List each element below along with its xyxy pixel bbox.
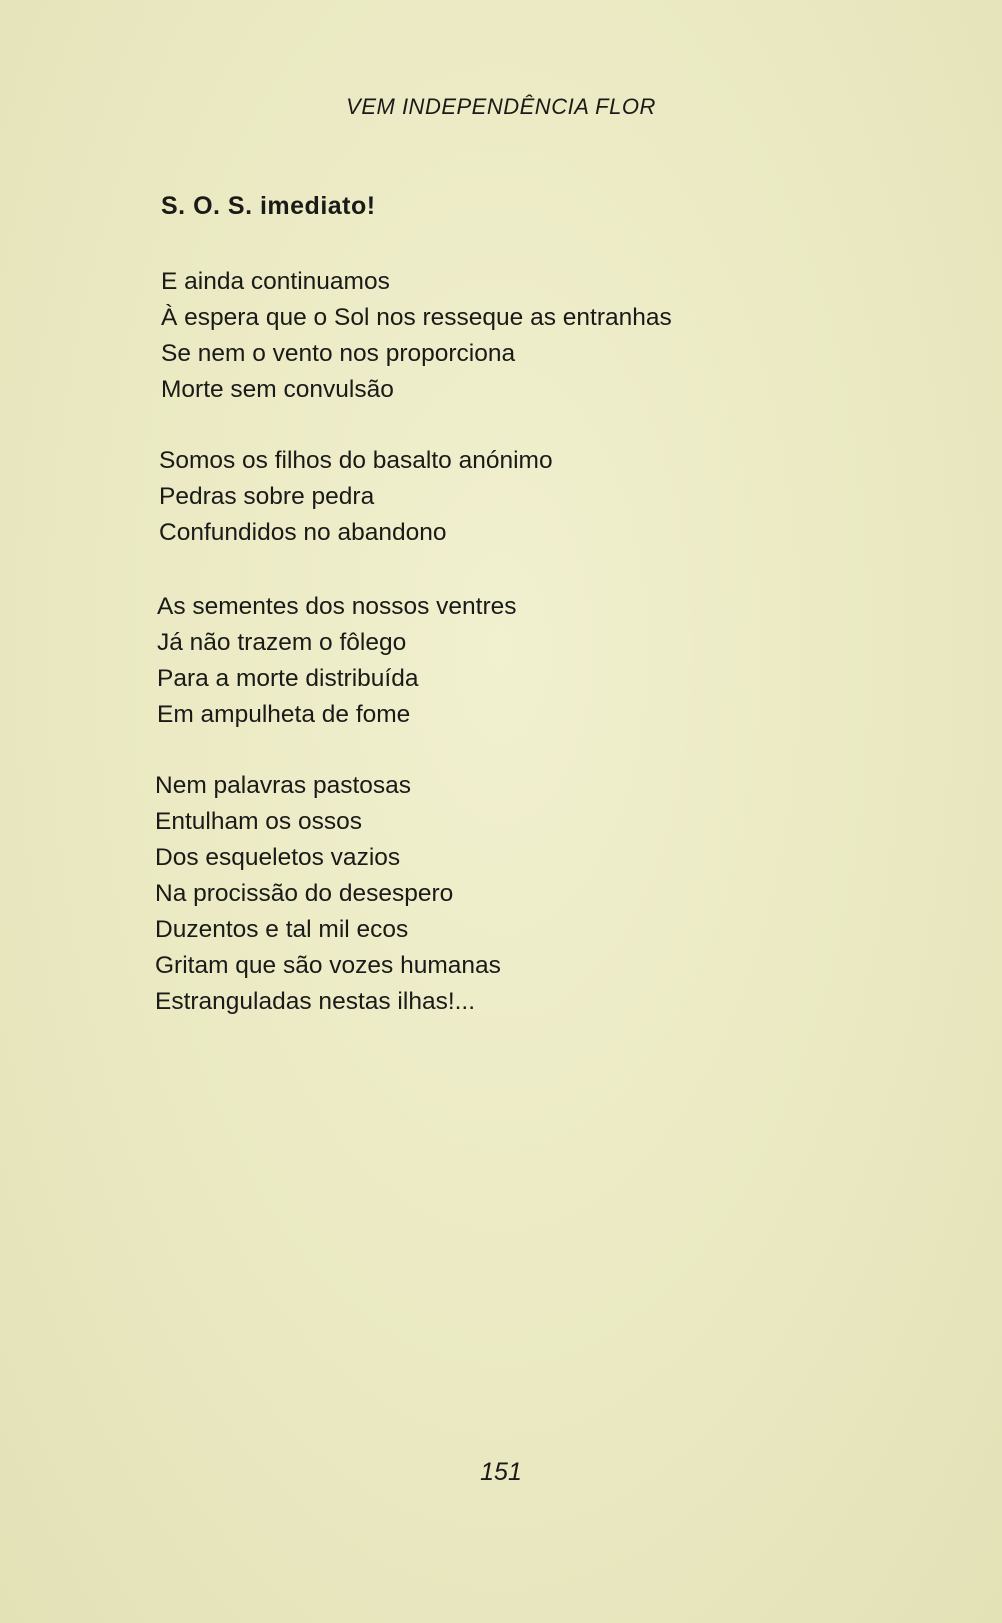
- poem-line: Estranguladas nestas ilhas!...: [155, 988, 476, 1015]
- poem-line: E ainda continuamos: [161, 268, 390, 295]
- poem-line: Pedras sobre pedra: [159, 483, 375, 510]
- poem-line: À espera que o Sol nos resseque as entranhas: [161, 304, 672, 331]
- poem-stanza: [157, 589, 517, 733]
- poem-line: Somos os filhos do basalto anónimo: [159, 447, 553, 474]
- poem-line: Se nem o vento nos proporciona: [161, 340, 516, 367]
- poem-line: Já não trazem o fôlego: [157, 629, 407, 656]
- poem-stanza: [159, 443, 553, 551]
- page-number: 151: [480, 1458, 522, 1486]
- poem-line: Gritam que são vozes humanas: [155, 952, 501, 979]
- poem-line: Em ampulheta de fome: [157, 701, 411, 728]
- poem-stanza: [161, 264, 672, 408]
- poem-line: Duzentos e tal mil ecos: [155, 916, 409, 943]
- poem-line: Entulham os ossos: [155, 808, 362, 835]
- poem-stanza: [155, 768, 501, 1020]
- poem-line: Confundidos no abandono: [159, 519, 447, 546]
- poem-line: Dos esqueletos vazios: [155, 844, 401, 871]
- poem-line: As sementes dos nossos ventres: [157, 593, 517, 620]
- poem-line: Nem palavras pastosas: [155, 772, 412, 799]
- poem-line: Na procissão do desespero: [155, 880, 454, 907]
- poem-title: S. O. S. imediato!: [161, 192, 376, 220]
- poem-line: Para a morte distribuída: [157, 665, 419, 692]
- running-header: VEM INDEPENDÊNCIA FLOR: [346, 94, 656, 119]
- poem-line: Morte sem convulsão: [161, 376, 394, 403]
